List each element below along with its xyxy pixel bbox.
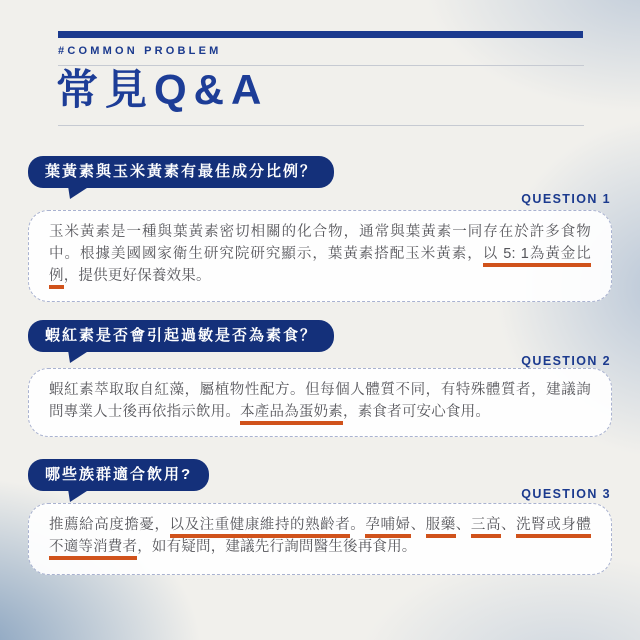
qa-section-2 [28,320,612,420]
text-run: 蝦紅素萃取取自紅藻，屬植物性配方。但每個人體質不同，有特殊體質者，建議詢問專業人士後再依指示飲用。 [49,382,591,420]
question-badge [28,156,334,188]
text-run: 、 [455,517,471,533]
answer-box [28,368,612,437]
text-run: 玉米黃素是一種與葉黃素密切相關的化合物，通常與葉黃素一同存在於許多食物中。根據美國國家衛生研究院研究顯示，葉黃素搭配玉米黃素， [49,224,591,262]
qa-section-3 [28,459,612,555]
underlined-phrase: 洗腎或身體不適等消費者 [49,517,591,560]
speech-tail-icon [68,489,90,502]
question-badge [28,320,334,352]
header-accent-bar [58,31,583,38]
text-run: 。 [350,517,366,533]
speech-tail-icon [68,350,90,363]
text-run: ，如有疑問，建議先行詢問醫生後再食用。 [137,539,417,555]
question-number-label: QUESTION 1 [521,192,611,206]
question-badge-text: 哪些族群適合飲用? [45,466,193,483]
question-badge [28,459,209,491]
text-run: 推薦給高度擔憂， [49,517,170,533]
text-run: ，素食者可安心食用。 [343,404,491,420]
header-tagline: #COMMON PROBLEM [58,45,222,57]
answer-text [49,379,591,423]
answer-text [49,221,591,287]
answer-text [49,514,591,558]
text-run: 、 [410,517,426,533]
underlined-phrase: 服藥 [426,517,456,538]
question-badge-text: 蝦紅素是否會引起過敏是否為素食？ [45,327,318,344]
underlined-phrase: 三高 [471,517,501,538]
question-number-label: QUESTION 2 [521,354,611,368]
question-badge-text: 葉黃素與玉米黃素有最佳成分比例？ [45,163,318,180]
qa-section-1 [28,156,612,284]
underlined-phrase: 孕哺婦 [365,517,410,538]
speech-tail-icon [68,186,90,199]
page-title: 常見Q&A [56,66,269,113]
answer-box [28,210,612,302]
header-divider-bottom [58,125,584,126]
underlined-phrase: 以 5: 1為黃金比例 [49,246,591,289]
text-run: ，提供更好保養效果。 [63,268,211,284]
question-number-label: QUESTION 3 [521,487,611,501]
underlined-phrase: 以及注重健康維持的熟齡者 [170,517,351,538]
underlined-phrase: 本產品為蛋奶素 [240,404,343,425]
text-run: 、 [501,517,517,533]
answer-box [28,503,612,575]
